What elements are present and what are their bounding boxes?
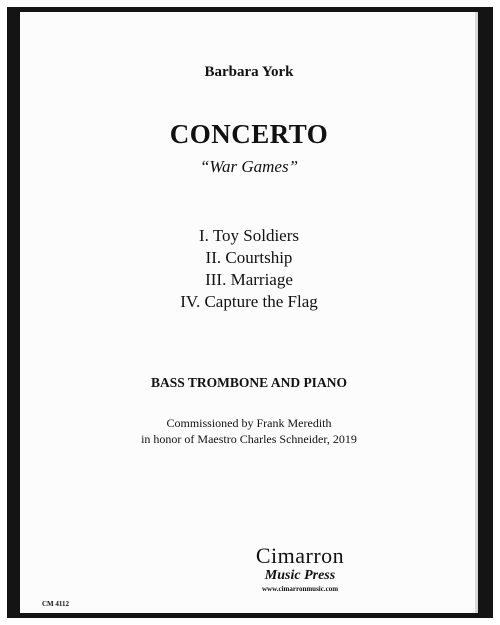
movement-list [20, 225, 478, 313]
publisher-logo [245, 544, 355, 594]
catalog-number: CM 4112 [42, 600, 70, 608]
movement-item: III. Marriage [205, 270, 293, 289]
commission-note [20, 415, 478, 447]
work-subtitle: “War Games” [199, 157, 299, 176]
publisher-subtitle: Music Press [264, 568, 336, 583]
score-cover [20, 12, 478, 613]
commission-line: Commissioned by Frank Meredith [166, 416, 332, 430]
composer-name: Barbara York [204, 64, 294, 80]
publisher-name: Cimarron [255, 543, 345, 568]
publisher-url: www.cimarronmusic.com [261, 585, 339, 593]
work-title: CONCERTO [169, 119, 329, 149]
page-edge-shadow [475, 12, 478, 613]
instrumentation: BASS TROMBONE AND PIANO [151, 375, 347, 390]
movement-item: IV. Capture the Flag [180, 292, 318, 311]
commission-line: in honor of Maestro Charles Schneider, 2019 [141, 432, 357, 446]
movement-item: II. Courtship [205, 248, 293, 267]
movement-item: I. Toy Soldiers [198, 226, 300, 245]
